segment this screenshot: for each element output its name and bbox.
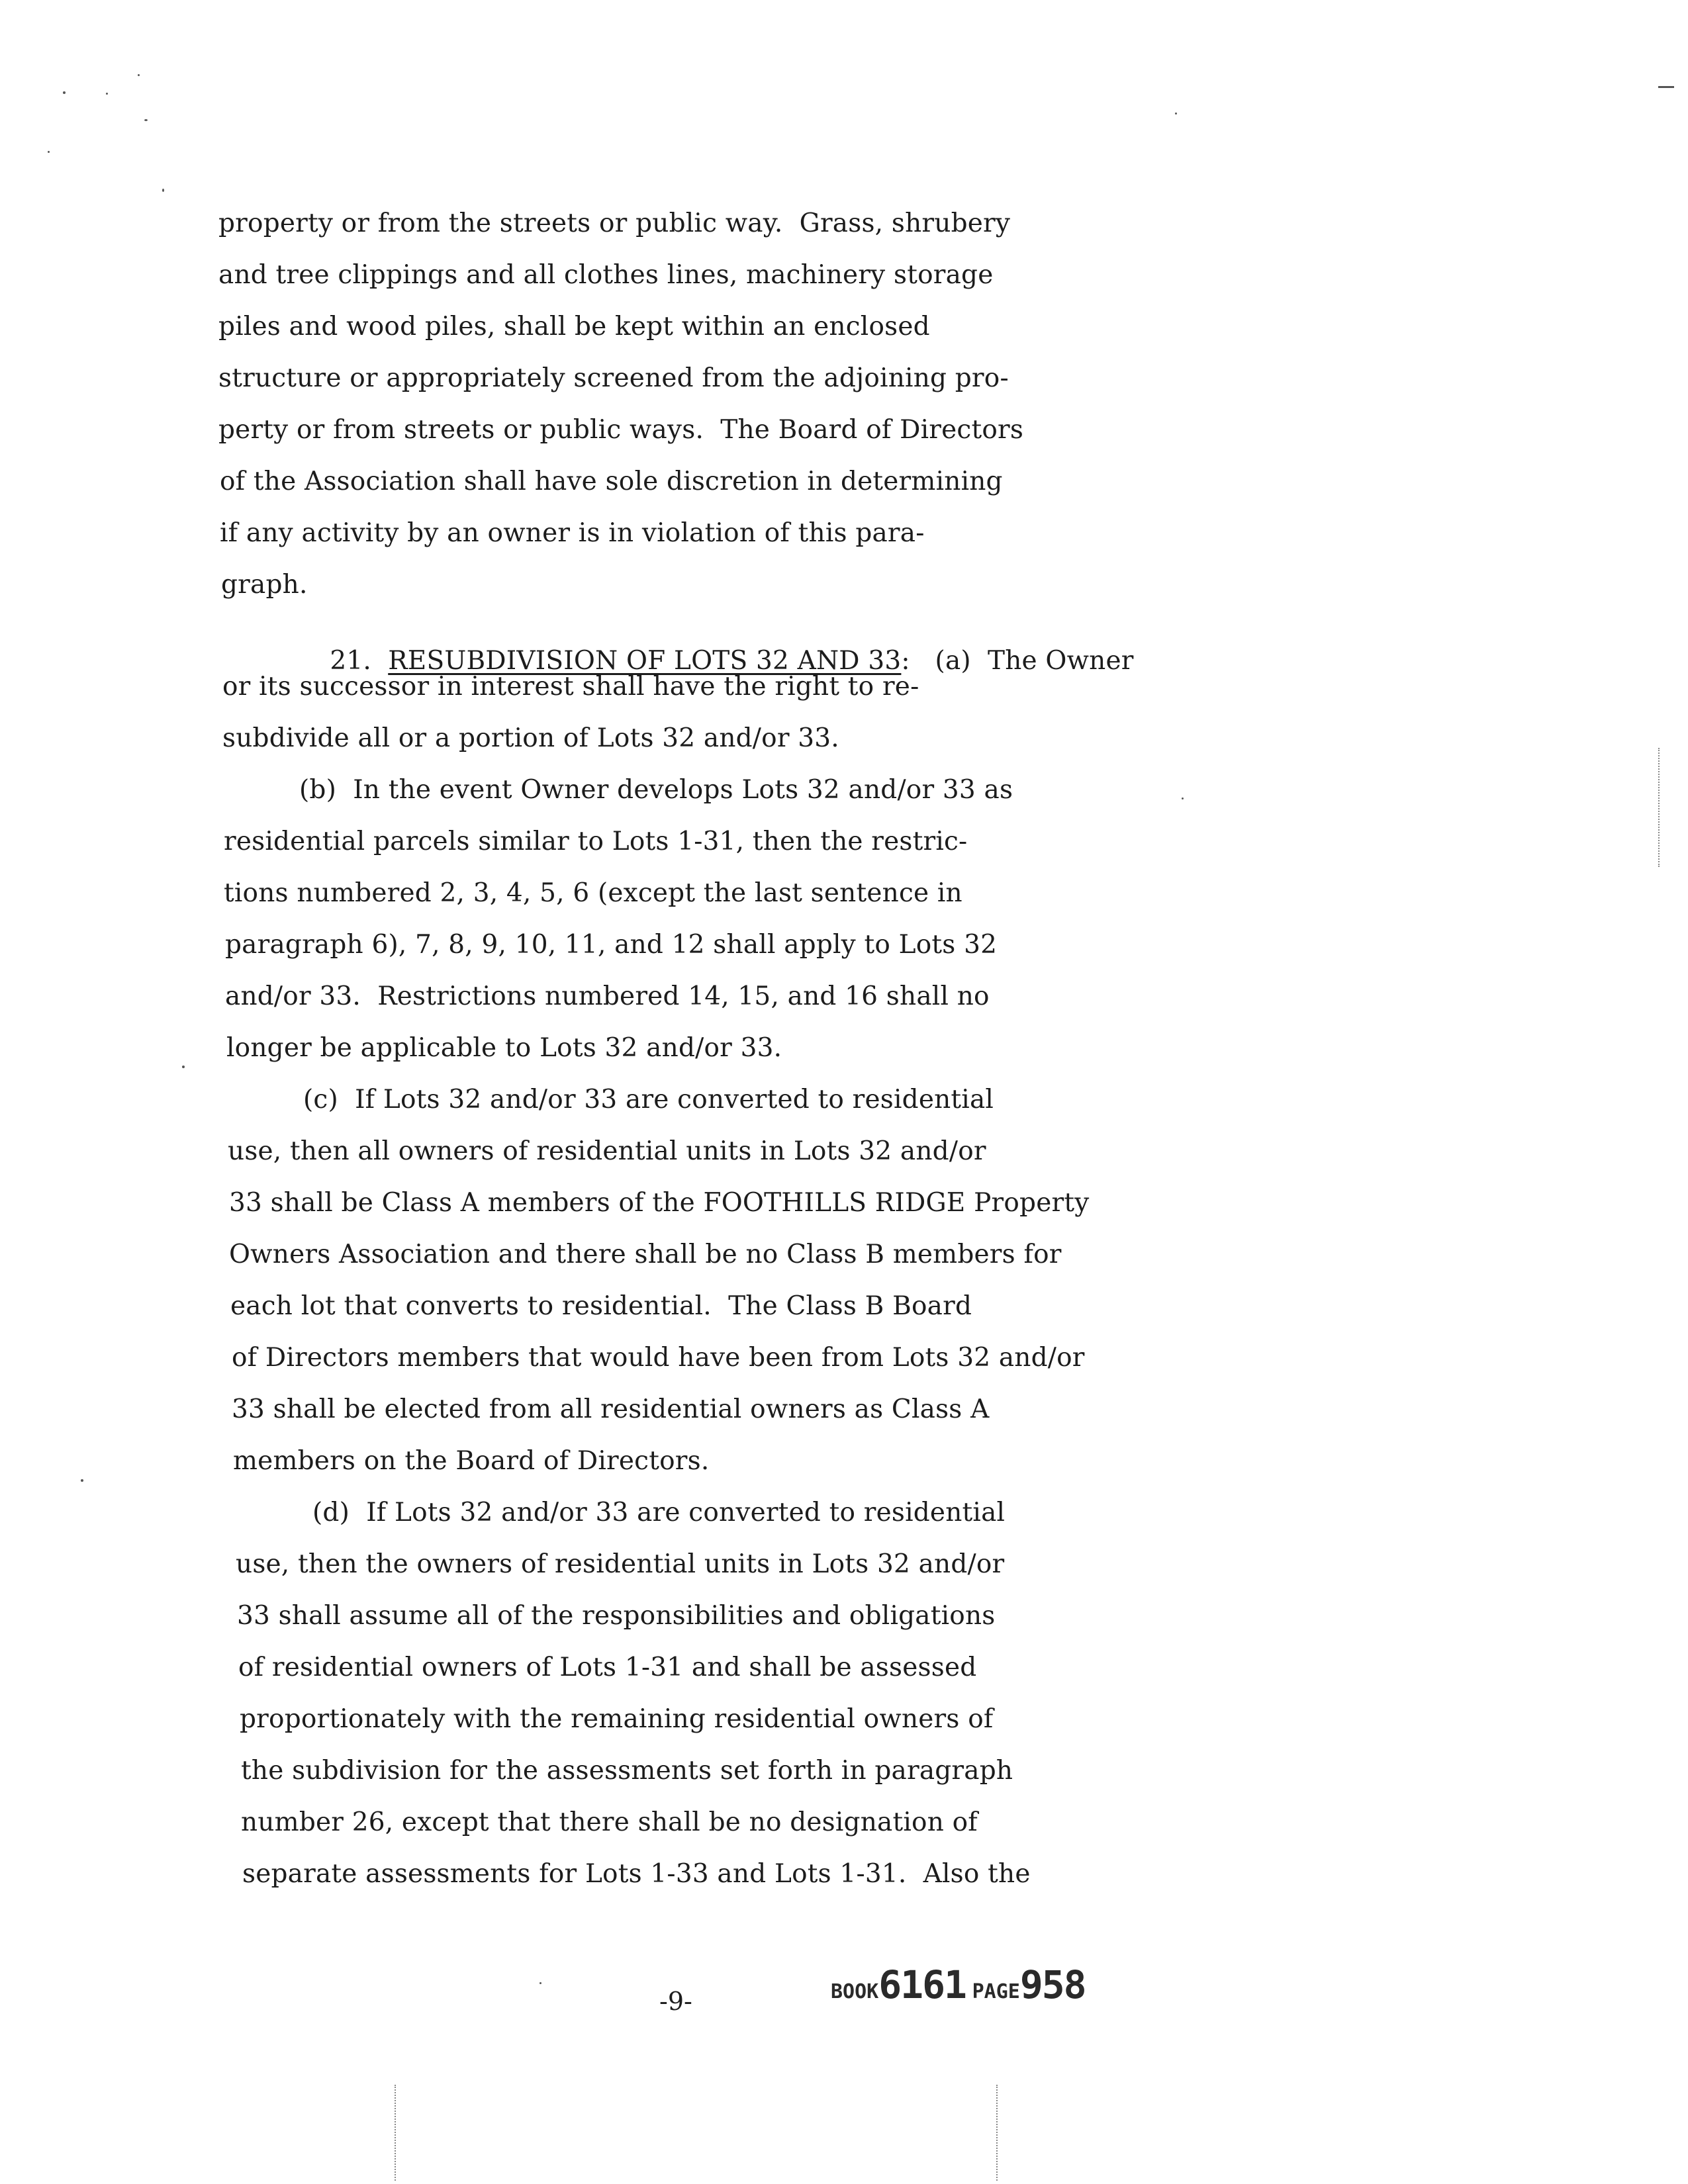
scan-edge-mark [395,2085,396,2181]
text-line: perty or from streets or public ways. The Board of Directors [218,415,1024,445]
text-line: (d) If Lots 32 and/or 33 are converted to residential [312,1498,1006,1527]
section-heading-continuation: : (a) The Owner [901,646,1134,676]
text-line: the subdivision for the assessments set forth in paragraph [241,1756,1013,1786]
text-line: residential parcels similar to Lots 1-31, then the restric- [224,827,968,856]
text-line: each lot that converts to residential. The Class B Board [230,1291,972,1321]
stamp-page-number: 958 [1019,1962,1086,2007]
text-line: use, then all owners of residential units in Lots 32 and/or [228,1136,986,1166]
text-line: tions numbered 2, 3, 4, 5, 6 (except the last sentence in [224,878,962,908]
scan-speck [1182,797,1184,799]
text-line: if any activity by an owner is in violation of this para- [220,518,925,548]
text-line: proportionately with the remaining residential owners of [240,1704,994,1734]
scan-speck [1658,86,1674,88]
text-line: subdivide all or a portion of Lots 32 and/or 33. [222,723,839,753]
recording-stamp [831,1962,1086,2007]
text-line: paragraph 6), 7, 8, 9, 10, 11, and 12 shall apply to Lots 32 [225,930,998,960]
scan-speck [539,1982,541,1984]
text-line: of the Association shall have sole discretion in determining [220,467,1003,496]
scan-speck [144,119,148,121]
scan-speck [182,1066,185,1068]
scan-edge-mark [1658,748,1660,867]
text-line: longer be applicable to Lots 32 and/or 33. [226,1033,782,1063]
text-line: 33 shall be Class A members of the FOOTHILLS RIDGE Property [229,1188,1090,1218]
text-line: and tree clippings and all clothes lines, machinery storage [218,260,994,290]
text-line: graph. [221,570,308,600]
text-line: piles and wood piles, shall be kept within an enclosed [218,312,930,341]
text-line: property or from the streets or public way. Grass, shrubery [218,208,1011,238]
text-line: structure or appropriately screened from the adjoining pro- [218,363,1009,393]
text-line: use, then the owners of residential units in Lots 32 and/or [236,1549,1005,1579]
scan-speck [63,91,66,94]
text-line: (b) In the event Owner develops Lots 32 and/or 33 as [299,775,1013,805]
text-line: 33 shall assume all of the responsibilities and obligations [237,1601,996,1631]
text-line: and/or 33. Restrictions numbered 14, 15, and 16 shall no [225,981,990,1011]
scan-speck [1175,113,1177,114]
text-line: of residential owners of Lots 1-31 and shall be assessed [238,1653,977,1682]
scan-speck [106,93,108,95]
scan-speck [138,74,140,76]
page-number: -9- [659,1987,692,2016]
text-line: members on the Board of Directors. [233,1446,710,1476]
text-line: of Directors members that would have been from Lots 32 and/or [232,1343,1085,1373]
scan-edge-mark [996,2085,998,2181]
text-line: number 26, except that there shall be no designation of [241,1807,978,1837]
text-line: separate assessments for Lots 1-33 and Lots 1-31. Also the [242,1859,1031,1889]
scan-speck [48,151,50,153]
text-line: Owners Association and there shall be no Class B members for [229,1240,1062,1269]
text-line: or its successor in interest shall have the right to re- [222,672,919,702]
stamp-book-number: 6161 [878,1962,966,2007]
stamp-book-label: BOOK [831,1980,879,2003]
stamp-page-label: PAGE [972,1980,1020,2003]
section-number: 21. [330,646,389,676]
text-line: (c) If Lots 32 and/or 33 are converted to residential [303,1085,994,1115]
text-line: 33 shall be elected from all residential owners as Class A [232,1394,990,1424]
section-heading: RESUBDIVISION OF LOTS 32 AND 33 [388,646,902,676]
scan-speck [81,1479,83,1482]
scan-speck [162,189,164,192]
